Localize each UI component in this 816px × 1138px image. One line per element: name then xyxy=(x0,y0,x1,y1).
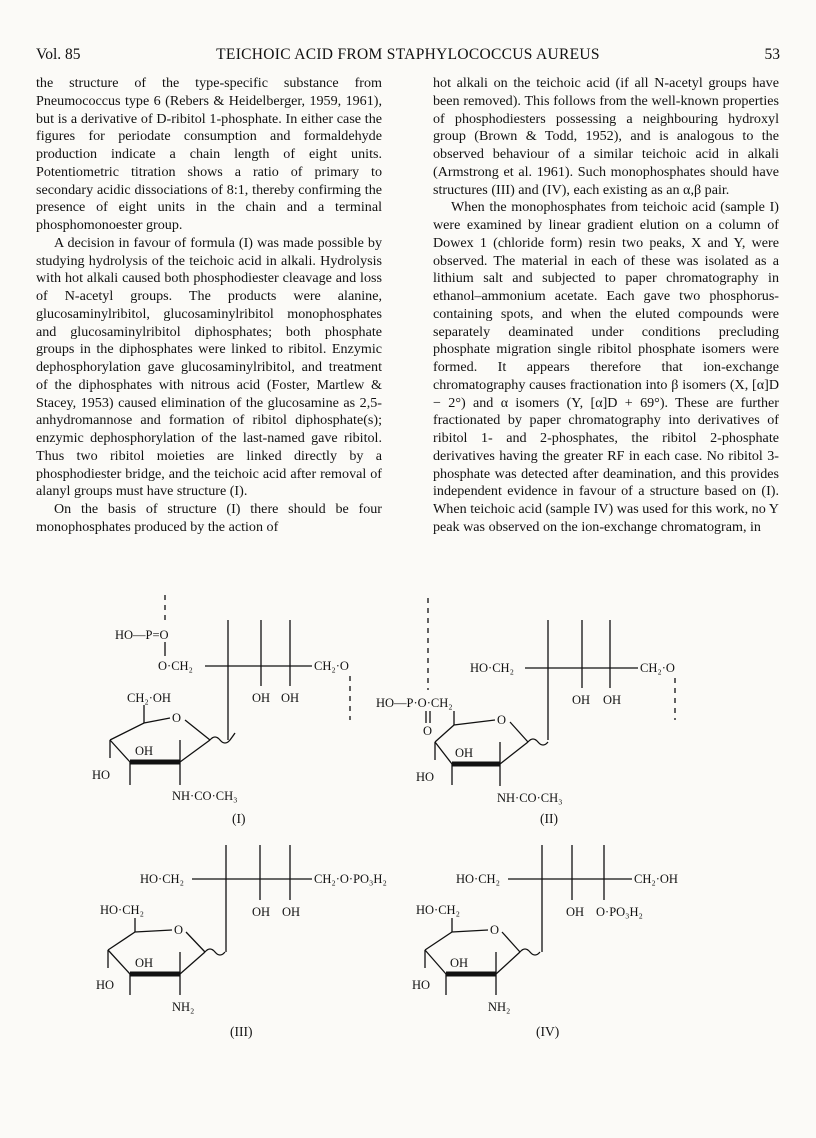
hydroxyl: OH xyxy=(566,905,585,919)
structure-iv xyxy=(412,845,678,1039)
ring-ch2: HO·CH₂ xyxy=(100,903,144,917)
ring-ch2: HO·CH₂ xyxy=(416,903,460,917)
running-header xyxy=(36,46,780,68)
amine-group: NH₂ xyxy=(172,1000,195,1014)
structural-formulae-figure xyxy=(0,590,816,1100)
hydroxyl: OH xyxy=(572,693,591,707)
head-group: HO·CH₂ xyxy=(456,872,500,886)
phosphate-link: O·CH₂ xyxy=(158,659,193,673)
running-title: TEICHOIC ACID FROM STAPHYLOCOCCUS AUREUS xyxy=(216,46,600,63)
phosphate-oxygen: O xyxy=(423,724,433,738)
ring-ho: HO xyxy=(412,978,431,992)
paragraph: hot alkali on the teichoic acid (if all N-acetyl groups have been removed). This follows from the well-known properties of phosphodiesters possessing a neighbouring hydroxyl group (Brown & Todd, 1952), and is analogous to the observed behaviour of a similar teichoic acid in alkali (Armstrong et al. 1961). Such monophosphates should have structures (III) and (IV), each existing as an α,β pair. xyxy=(433,75,779,198)
structure-ii xyxy=(376,598,675,826)
terminal-group: CH₂·O xyxy=(640,661,675,675)
ring-oxygen: O xyxy=(497,713,507,727)
ring-oxygen: O xyxy=(172,711,182,725)
paragraph: the structure of the type-specific substance from Pneumococcus type 6 (Rebers & Heidelberger, 1959, 1961), but is a derivative of D-ribitol 1-phosphate. In either case the figures for periodate consumption and formaldehyde production indicate a chain length of eight units. Potentiometric titration shows a ratio of primary to secondary acidic dissociations of 8:1, thereby confirming the presence of eight units in the chain and a terminal phosphomonoester group. xyxy=(36,75,382,233)
paragraph: A decision in favour of formula (I) was made possible by studying hydrolysis of the teichoic acid in alkali. Hydrolysis with hot alkali caused both phosphodiester cleavage and loss of N-acetyl groups. The products were alanine, glucosaminylribitol, glucosaminylribitol monophosphates and glucosaminylribitol diphosphates; both phosphate groups in the diphosphates were linked to ribitol. Enzymic dephosphorylation gave glucosaminylribitol, and treatment of the diphosphates with nitrous acid (Foster, Martlew & Stacey, 1953) caused elimination of the glucosamine as 2,5-anhydromannose and formation of ribitol diphosphate(s); enzymic dephosphorylation of the last-named gave ribitol. Thus two ribitol moieties are linked directly by a phosphodiester bridge, and the teichoic acid after removal of alanyl groups must have structure (I). xyxy=(36,234,382,500)
right-column xyxy=(433,75,779,537)
paragraph: On the basis of structure (I) there should be four monophosphates produced by the action of xyxy=(36,501,382,535)
ring-hydroxyl: OH xyxy=(135,744,154,758)
amine-group: NH₂ xyxy=(488,1000,511,1014)
amide-group: NH·CO·CH₃ xyxy=(172,789,238,803)
structure-label: (I) xyxy=(232,811,246,826)
left-column xyxy=(36,75,382,537)
amide-group: NH·CO·CH₃ xyxy=(497,791,563,805)
phosphate-group: HO—P·O·CH₂ xyxy=(376,696,453,710)
terminal-group: CH₂·O xyxy=(314,659,349,673)
hydroxyl: OH xyxy=(281,691,300,705)
head-group: HO·CH₂ xyxy=(140,872,184,886)
phosphate-group: O·PO₃H₂ xyxy=(596,905,643,919)
ring-ch2oh: CH₂·OH xyxy=(127,691,171,705)
ring-ho: HO xyxy=(96,978,115,992)
hydroxyl: OH xyxy=(252,691,271,705)
ring-ho: HO xyxy=(416,770,435,784)
structure-label: (II) xyxy=(540,811,558,826)
phosphate-group: HO—P=O xyxy=(115,628,169,642)
paragraph: When the monophosphates from teichoic acid (sample I) were examined by linear gradient elution on a column of Dowex 1 (chloride form) resin two peaks, X and Y, were observed. The material in each of these was isolated as a lithium salt and subjected to paper chromatography in ethanol–ammonium acetate. Each gave two phosphorus-containing spots, and when the eluted compounds were separately deaminated under conditions precluding phosphate migration single ribitol phosphate isomers were formed. It appears therefore that ion-exchange chromatography causes fractionation into β isomers (X, [α]D − 2°) and α isomers (Y, [α]D + 69°). These are further fractionated by paper chromatography into derivatives of ribitol 1- and 2-phosphates, the ribitol 2-phosphate derivatives having the greater RF in each case. No ribitol 3-phosphate was detected after deamination, and this provides independent evidence in favour of a structure based on (I). When teichoic acid (sample IV) was used for this work, no Y peak was observed on the ion-exchange chromatogram, in xyxy=(433,199,779,535)
head-group: HO·CH₂ xyxy=(470,661,514,675)
hydroxyl: OH xyxy=(282,905,301,919)
structure-iii xyxy=(96,845,387,1039)
ring-ho: HO xyxy=(92,768,111,782)
ring-hydroxyl: OH xyxy=(135,956,154,970)
structure-label: (IV) xyxy=(536,1024,560,1039)
ring-hydroxyl: OH xyxy=(450,956,469,970)
ring-hydroxyl: OH xyxy=(455,746,474,760)
ring-oxygen: O xyxy=(490,923,500,937)
terminal-group: CH₂·O·PO₃H₂ xyxy=(314,872,387,886)
ring-oxygen: O xyxy=(174,923,184,937)
volume-number: Vol. 85 xyxy=(36,46,81,63)
hydroxyl: OH xyxy=(603,693,622,707)
structure-label: (III) xyxy=(230,1024,253,1039)
terminal-group: CH₂·OH xyxy=(634,872,678,886)
hydroxyl: OH xyxy=(252,905,271,919)
structure-i xyxy=(92,595,350,826)
page-number: 53 xyxy=(764,46,780,63)
